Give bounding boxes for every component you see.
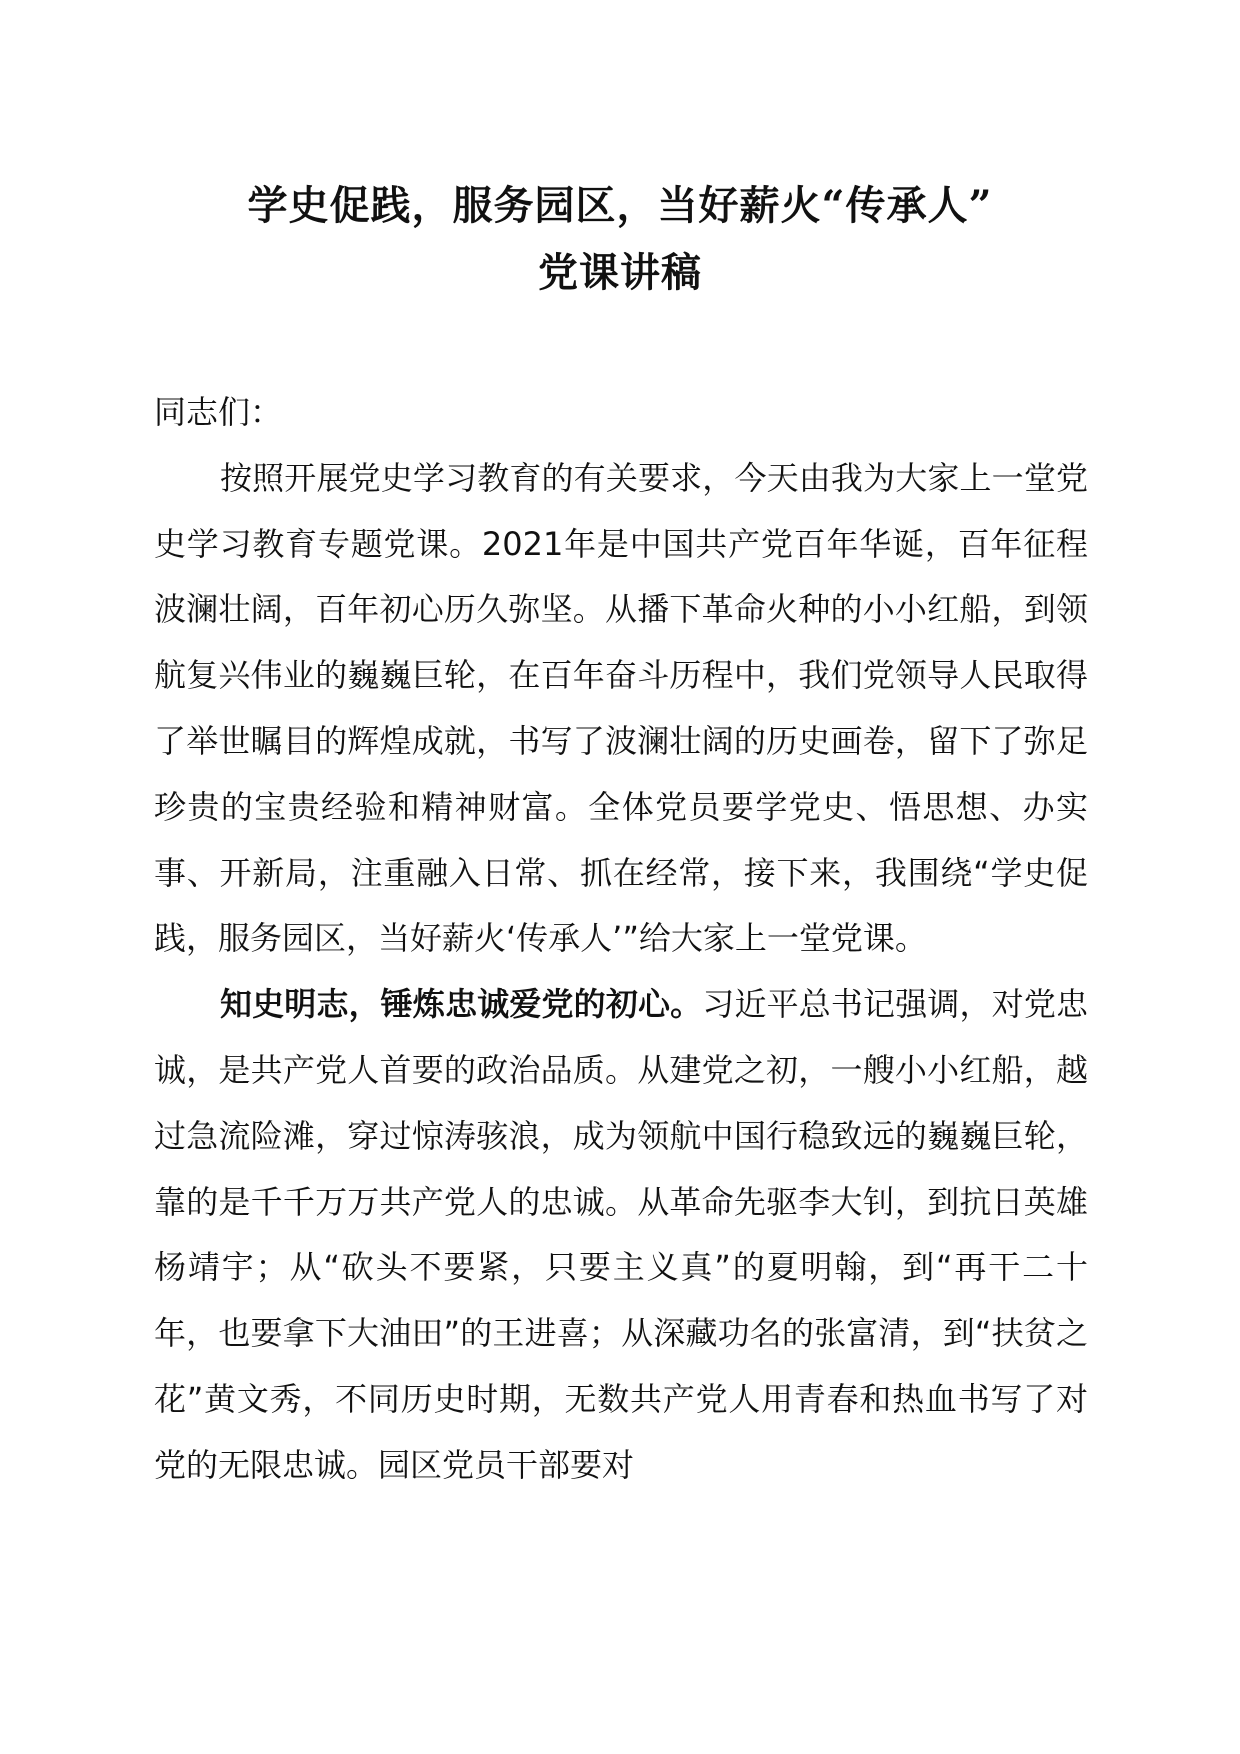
document-title-line-1: 学史促践，服务园区，当好薪火“传承人” <box>247 182 993 229</box>
paragraph-intro: 按照开展党史学习教育的有关要求，今天由我为大家上一堂党史学习教育专题党课。2021年是中国共产党百年华诞，百年征程波澜壮阔，百年初心历久弥坚。从播下革命火种的小小红船，到领航复兴伟业的巍巍巨轮，在百年奋斗历程中，我们党领导人民取得了举世瞩目的辉煌成就，书写了波澜壮阔的历史画卷，留下了弥足珍贵的宝贵经验和精神财富。全体党员要学党史、悟思想、办实事、开新局，注重融入日常、抓在经常，接下来，我围绕“学史促践，服务园区，当好薪火‘传承人’”给大家上一堂党课。 <box>154 458 1088 958</box>
document-title-line-2: 党课讲稿 <box>538 249 702 296</box>
paragraph-text: 习近平总书记强调，对党忠诚，是共产党人首要的政治品质。从建党之初，一艘小小红船，越过急流险滩，穿过惊涛骇浪，成为领航中国行稳致远的巍巍巨轮，靠的是千千万万共产党人的忠诚。从革命先驱李大钊，到抗日英雄杨靖宇；从“砍头不要紧，只要主义真”的夏明翰，到“再干二十年，也要拿下大油田”的王进喜；从深藏功名的张富清，到“扶贫之花”黄文秀，不同历史时期，无数共产党人用青春和热血书写了对党的无限忠诚。园区党员干部要对 <box>154 985 1088 1484</box>
paragraph-loyalty <box>154 972 1088 1498</box>
paragraph-heading: 知史明志，锤炼忠诚爱党的初心。 <box>220 985 703 1024</box>
document-body <box>154 380 1088 1499</box>
salutation: 同志们： <box>154 393 283 431</box>
